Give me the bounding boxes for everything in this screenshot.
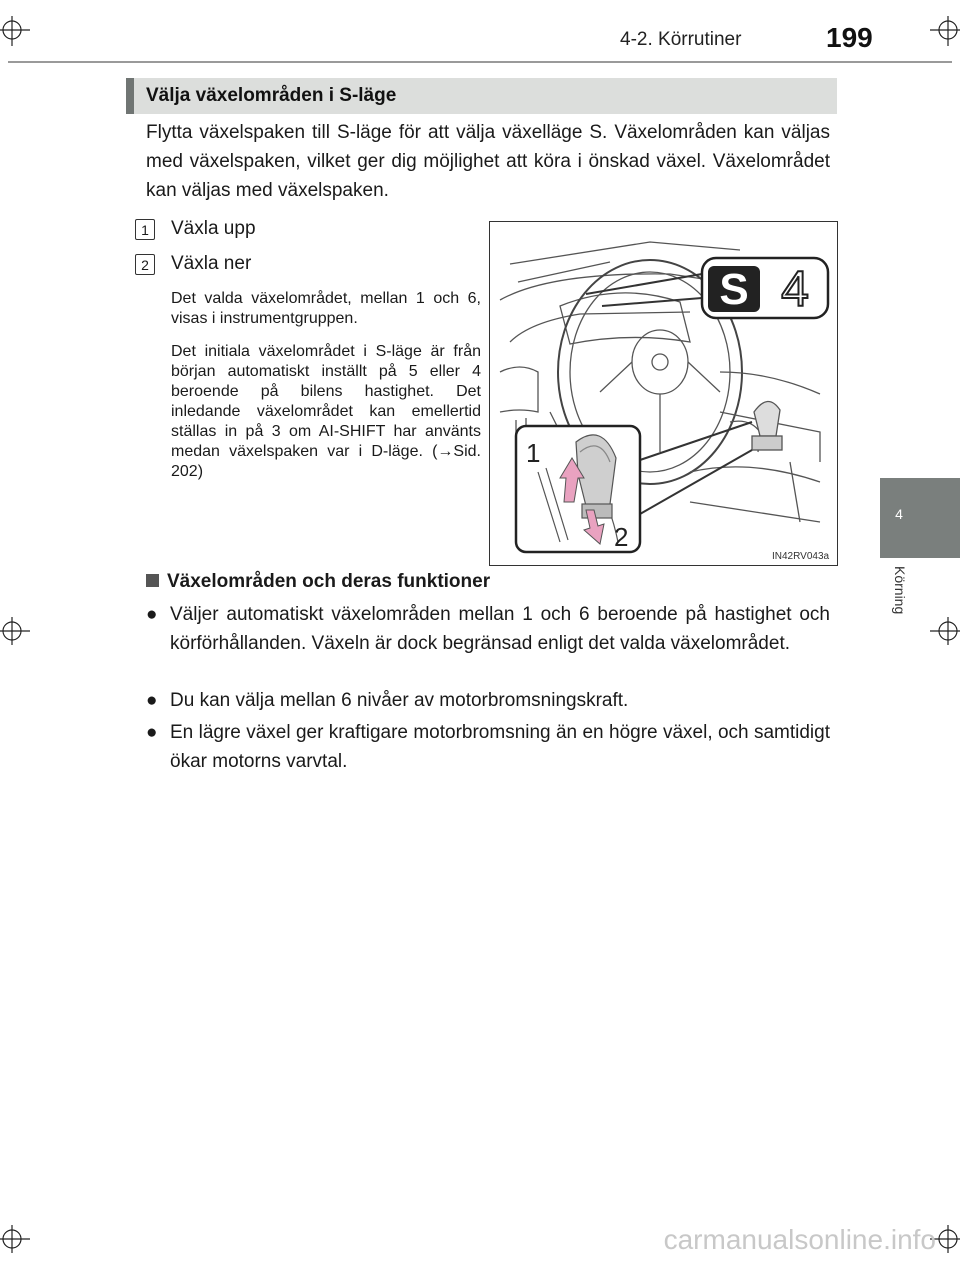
crop-mark-top-left xyxy=(0,14,34,48)
crop-mark-mid-left xyxy=(0,614,34,648)
watermark: carmanualsonline.info xyxy=(663,1224,936,1255)
gear-range-number: 4 xyxy=(781,261,809,317)
step-number-1: 1 xyxy=(135,219,155,240)
figure-code: IN42RV043a xyxy=(772,551,830,562)
chapter-tab-label xyxy=(884,566,914,646)
figure-callout-2: 2 xyxy=(614,522,629,552)
step-label-2: Växla ner xyxy=(171,253,252,274)
note-paragraph-1: Det valda växelområdet, mellan 1 och 6, visas i instrumentgruppen. xyxy=(171,290,481,327)
step-label-1: Växla upp xyxy=(171,218,256,239)
s-indicator-letter: S xyxy=(719,265,749,314)
figure-callout-1: 1 xyxy=(526,438,541,468)
crop-mark-bottom-left xyxy=(0,1222,34,1256)
header-section-title: 4-2. Körrutiner xyxy=(620,29,742,50)
bullet-item-1 xyxy=(146,600,830,690)
gear-shift-illustration xyxy=(489,221,838,566)
bullet-item-3 xyxy=(146,718,830,778)
bullet-dot-icon: ● xyxy=(146,722,158,743)
bullet-dot-icon: ● xyxy=(146,690,158,711)
bullet-text-3: En lägre växel ger kraftigare motorbromsning än en högre växel, och samtidigt ökar motorns varvtal. xyxy=(170,722,830,772)
chapter-tab-number: 4 xyxy=(895,506,903,522)
intro-paragraph: Flytta växelspaken till S-läge för att välja växelläge S. Växelområden kan väljas med växelspaken, vilket ger dig möjlighet att köra i önskad växel. Växelområdet kan väljas med växelspaken. xyxy=(146,122,830,201)
subsection-heading-text: Växelområden och deras funktioner xyxy=(167,571,491,592)
crop-mark-mid-right xyxy=(926,614,960,648)
step-number-2: 2 xyxy=(135,254,155,275)
page-number: 199 xyxy=(826,22,873,53)
header-rule xyxy=(8,61,952,63)
bullet-text-2: Du kan välja mellan 6 nivåer av motorbromsningskraft. xyxy=(170,690,629,711)
section-heading: Välja växelområden i S-läge xyxy=(146,85,397,106)
subsection-heading xyxy=(146,571,490,593)
note-paragraph-2: Det initiala växelområdet i S-läge är från början automatiskt inställt på 5 eller 4 beroende på bilens hastighet. Det inledande växelområdet kan emellertid ställas in på 3 om AI-SHIFT har använts medan växelspaken var i D-läge. (→Sid. 202) xyxy=(171,343,481,480)
bullet-text-1: Väljer automatiskt växelområden mellan 1 och 6 beroende på hastighet och körförhållanden. Växeln är dock begränsad enligt det valda växelområdet. xyxy=(170,604,830,654)
bullet-item-2 xyxy=(146,686,830,716)
dashboard-drawing xyxy=(490,222,836,564)
chapter-tab-label-text: Körning xyxy=(892,566,908,615)
crop-mark-top-right xyxy=(926,14,960,48)
bullet-dot-icon: ● xyxy=(146,604,158,625)
square-bullet-icon xyxy=(146,574,159,587)
